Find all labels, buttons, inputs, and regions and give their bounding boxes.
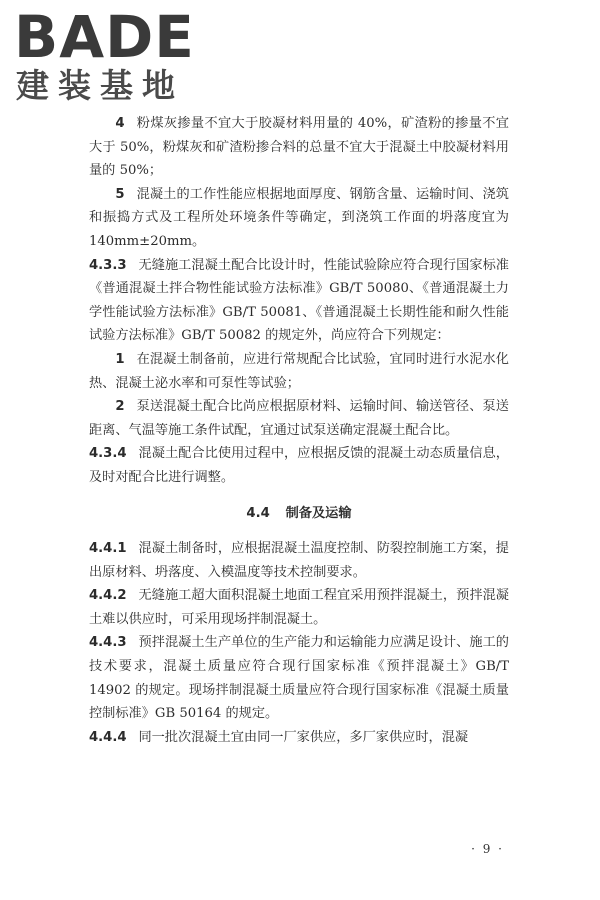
clause-4-4-3 — [89, 631, 509, 725]
logo-chinese-name: 建装基地 — [16, 66, 184, 105]
clause-number: 4.4.2 — [89, 588, 127, 604]
clause-item-1 — [89, 348, 509, 395]
section-number: 4.4 — [246, 505, 270, 521]
section-title-text: 制备及运输 — [285, 505, 352, 521]
clause-item-4 — [89, 112, 509, 183]
clause-4-4-1 — [89, 537, 509, 584]
section-heading — [89, 502, 509, 526]
clause-number: 4.4.3 — [89, 635, 127, 651]
clause-4-3-4 — [89, 442, 509, 489]
bade-logo — [14, 3, 195, 116]
clause-item-2 — [89, 395, 509, 442]
item-number: 4 — [115, 116, 125, 131]
clause-text: 泵送混凝土配合比尚应根据原材料、运输时间、输送管径、泵送距离、气温等施工条件试配，宜通过试泵送确定混凝土配合比。 — [89, 399, 509, 438]
clause-4-4-4 — [89, 726, 509, 750]
item-number: 5 — [115, 186, 125, 202]
clause-text: 混凝土配合比使用过程中，应根据反馈的混凝土动态质量信息，及时对配合比进行调整。 — [89, 446, 509, 485]
clause-text: 混凝土制备时，应根据混凝土温度控制、防裂控制施工方案，提出原材料、坍落度、入模温度等技术控制要求。 — [89, 541, 509, 580]
clause-number: 4.4.1 — [89, 541, 127, 557]
clause-text: 无缝施工超大面积混凝土地面工程宜采用预拌混凝土，预拌混凝土难以供应时，可采用现场拌制混凝土。 — [89, 588, 509, 627]
page-number: · 9 · — [471, 842, 504, 856]
clause-text: 在混凝土制备前，应进行常规配合比试验，宜同时进行水泥水化热、混凝土泌水率和可泵性等试验； — [89, 351, 509, 391]
clause-number: 4.3.4 — [89, 446, 127, 462]
clause-4-4-2 — [89, 584, 509, 631]
clause-text: 无缝施工混凝土配合比设计时，性能试验除应符合现行国家标准《普通混凝土拌合物性能试验方法标准》GB/T 50080、《普通混凝土力学性能试验方法标准》GB/T 50081、《普通混凝土长期性能和耐久性能试验方法标准》GB/T 50082 的规定外，尚应符合下列规定： — [89, 257, 509, 344]
item-number: 1 — [115, 351, 125, 367]
clause-text: 粉煤灰掺量不宜大于胶凝材料用量的 40%，矿渣粉的掺量不宜大于 50%，粉煤灰和矿渣粉掺合料的总量不宜大于混凝土中胶凝材料用量的 50%； — [89, 116, 509, 179]
clause-text: 混凝土的工作性能应根据地面厚度、钢筋含量、运输时间、浇筑和振捣方式及工程所处环境条件等确定，到浇筑工作面的坍落度宜为 140mm±20mm。 — [89, 186, 509, 249]
logo-wordmark: BADE — [14, 3, 195, 71]
clause-text: 预拌混凝土生产单位的生产能力和运输能力应满足设计、施工的技术要求，混凝土质量应符合现行国家标准《预拌混凝土》GB/T 14902 的规定。现场拌制混凝土质量应符合现行国家标准《混凝土质量控制标准》GB 50164 的规定。 — [89, 635, 509, 722]
clause-text: 同一批次混凝土宜由同一厂家供应，多厂家供应时，混凝 — [138, 729, 469, 745]
clause-4-3-3 — [89, 254, 509, 348]
document-body — [89, 112, 509, 749]
clause-number: 4.4.4 — [89, 729, 127, 745]
item-number: 2 — [115, 399, 125, 415]
clause-number: 4.3.3 — [89, 257, 127, 273]
clause-item-5 — [89, 183, 509, 254]
